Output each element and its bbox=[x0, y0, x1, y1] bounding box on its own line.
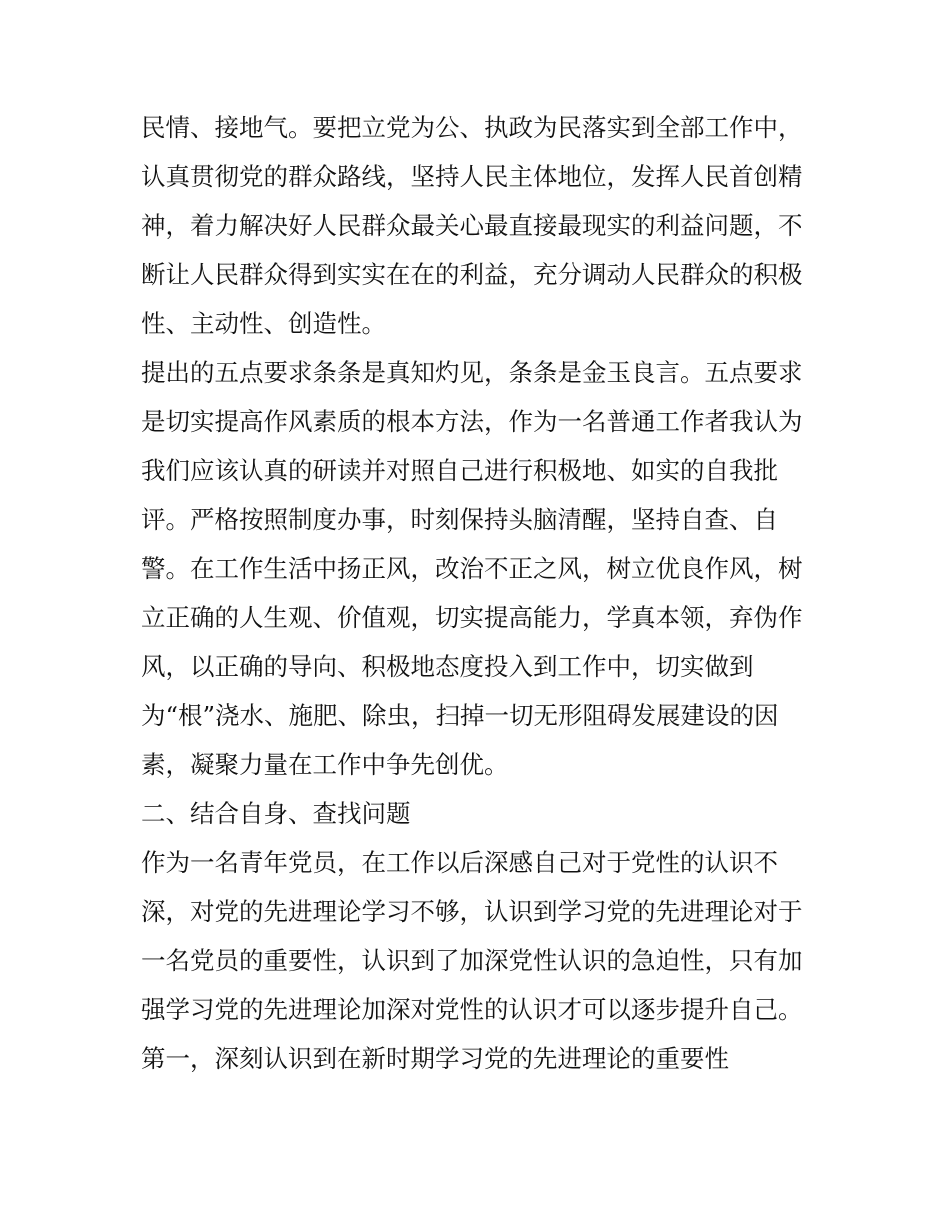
body-text-line: 立正确的人生观、价值观，切实提高能力，学真本领，弃伪作 bbox=[141, 603, 803, 632]
body-text-line: 为“根”浇水、施肥、除虫，扫掉一切无形阻碍发展建设的因 bbox=[141, 701, 779, 730]
body-text-line: 警。在工作生活中扬正风，改治不正之风，树立优良作风，树 bbox=[141, 554, 803, 583]
subsection-heading: 第一，深刻认识到在新时期学习党的先进理论的重要性 bbox=[141, 1044, 729, 1073]
section-heading: 二、结合自身、查找问题 bbox=[141, 799, 411, 828]
body-text-line: 提出的五点要求条条是真知灼见，条条是金玉良言。五点要求 bbox=[141, 358, 803, 387]
body-text-line: 断让人民群众得到实实在在的利益，充分调动人民群众的积极 bbox=[141, 260, 803, 289]
body-text-line: 强学习党的先进理论加深对党性的认识才可以逐步提升自己。 bbox=[141, 995, 803, 1024]
body-text-line: 作为一名青年党员，在工作以后深感自己对于党性的认识不 bbox=[141, 848, 778, 877]
body-text-line: 民情、接地气。要把立党为公、执政为民落实到全部工作中， bbox=[141, 113, 803, 142]
body-text-line: 是切实提高作风素质的根本方法，作为一名普通工作者我认为 bbox=[141, 407, 803, 436]
body-text-line: 性、主动性、创造性。 bbox=[141, 309, 386, 338]
document-body bbox=[141, 103, 821, 1083]
body-text-line: 认真贯彻党的群众路线，坚持人民主体地位，发挥人民首创精 bbox=[141, 162, 803, 191]
body-text-line: 深，对党的先进理论学习不够，认识到学习党的先进理论对于 bbox=[141, 897, 803, 926]
body-text-line: 风，以正确的导向、积极地态度投入到工作中，切实做到 bbox=[141, 652, 754, 681]
body-text-line: 素，凝聚力量在工作中争先创优。 bbox=[141, 750, 509, 779]
body-text-line: 评。严格按照制度办事，时刻保持头脑清醒，坚持自查、自 bbox=[141, 505, 778, 534]
body-text-line: 一名党员的重要性，认识到了加深党性认识的急迫性，只有加 bbox=[141, 946, 803, 975]
body-text-line: 神，着力解决好人民群众最关心最直接最现实的利益问题，不 bbox=[141, 211, 803, 240]
body-text-line: 我们应该认真的研读并对照自己进行积极地、如实的自我批 bbox=[141, 456, 778, 485]
